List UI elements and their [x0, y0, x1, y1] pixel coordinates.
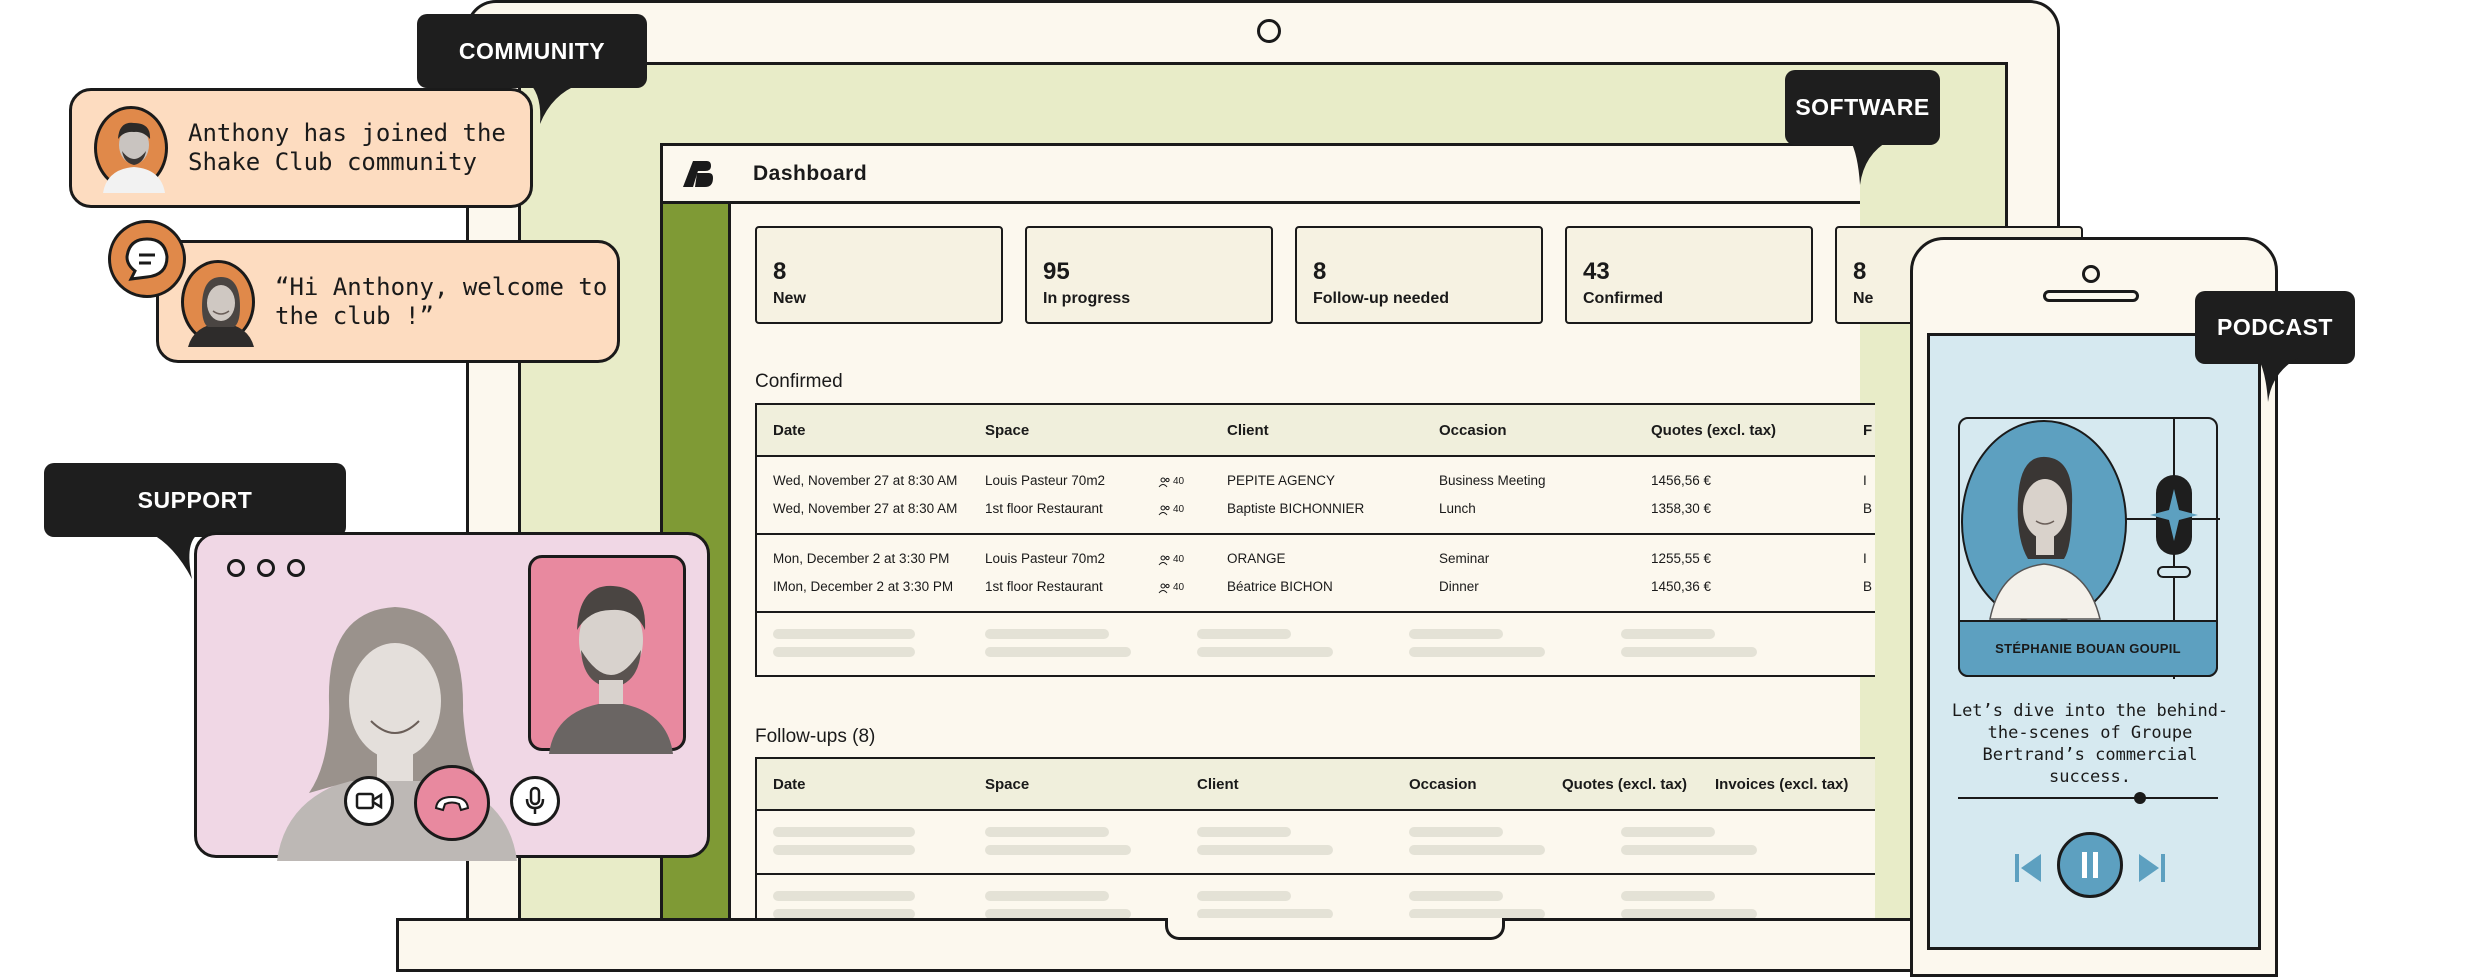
- stat-value: 8: [1853, 258, 1867, 285]
- software-tag: SOFTWARE: [1785, 70, 1940, 145]
- cell-quote: 1450,36 €: [1651, 579, 1712, 594]
- skeleton-line: [1621, 827, 1715, 837]
- stat-card-confirmed[interactable]: [1565, 226, 1813, 324]
- hang-up-icon: [433, 793, 471, 813]
- stat-value: 8: [773, 258, 787, 285]
- col-quotes[interactable]: Quotes (excl. tax): [1651, 422, 1777, 439]
- microphone-toggle-button[interactable]: [510, 776, 560, 826]
- col-date[interactable]: Date: [773, 422, 806, 439]
- skeleton-line: [773, 647, 915, 657]
- cell-client: PEPITE AGENCY: [1227, 473, 1336, 488]
- cell-capacity: [1159, 476, 1184, 487]
- window-dots: [227, 559, 305, 577]
- cell-extra: I: [1863, 473, 1867, 488]
- previous-icon[interactable]: [2013, 852, 2043, 884]
- video-call-pip[interactable]: [528, 555, 686, 751]
- skeleton-line: [1409, 891, 1503, 901]
- cell-client: Béatrice BICHON: [1227, 579, 1333, 594]
- skeleton-line: [1197, 845, 1333, 855]
- cell-date: Wed, November 27 at 8:30 AM: [773, 473, 958, 488]
- next-icon[interactable]: [2137, 852, 2167, 884]
- skeleton-line: [1621, 629, 1715, 639]
- page-title: Dashboard: [753, 161, 868, 185]
- col-occasion[interactable]: Occasion: [1439, 422, 1507, 439]
- video-camera-icon: [355, 791, 383, 811]
- stat-label: Ne: [1853, 290, 1874, 307]
- cell-extra: B: [1863, 501, 1873, 516]
- confirmed-section-title: Confirmed: [755, 371, 843, 392]
- table-header: [757, 759, 1875, 811]
- avatar-anthony: [94, 106, 168, 190]
- cell-occasion: Business Meeting: [1439, 473, 1546, 488]
- skeleton-line: [985, 891, 1109, 901]
- cell-date: Mon, December 2 at 3:30 PM: [773, 551, 950, 566]
- col-occasion[interactable]: Occasion: [1409, 776, 1477, 793]
- pause-button[interactable]: [2057, 832, 2123, 898]
- cell-occasion: Seminar: [1439, 551, 1490, 566]
- community-welcome-bubble[interactable]: [156, 240, 620, 363]
- stat-label: Follow-up needed: [1313, 290, 1449, 307]
- microphone-icon: [525, 786, 545, 816]
- laptop-base: [396, 918, 1916, 956]
- confirmed-table: [755, 403, 1875, 677]
- window-dot[interactable]: [257, 559, 275, 577]
- skeleton-line: [1621, 647, 1757, 657]
- skeleton-line: [985, 827, 1109, 837]
- skeleton-line: [1197, 629, 1291, 639]
- stat-value: 95: [1043, 258, 1070, 285]
- join-message: Anthony has joined the Shake Club community: [188, 119, 506, 176]
- app-logo[interactable]: [663, 146, 731, 204]
- community-tag-tail: [530, 84, 580, 124]
- stat-card-new[interactable]: [755, 226, 1003, 324]
- followups-table: [755, 757, 1875, 937]
- cell-extra: B: [1863, 579, 1873, 594]
- table-row-group[interactable]: [757, 457, 1875, 535]
- people-icon: [1159, 477, 1171, 487]
- skeleton-line: [985, 647, 1131, 657]
- table-row-group[interactable]: [757, 535, 1875, 613]
- cell-quote: 1255,55 €: [1651, 551, 1712, 566]
- pause-icon: [2080, 852, 2100, 878]
- cell-client: ORANGE: [1227, 551, 1286, 566]
- laptop-camera: [1257, 19, 1281, 43]
- podcast-tag: PODCAST: [2195, 291, 2355, 364]
- stat-card-follow-up[interactable]: [1295, 226, 1543, 324]
- community-join-bubble[interactable]: [69, 88, 533, 208]
- skeleton-line: [1197, 827, 1291, 837]
- table-header: [757, 405, 1875, 457]
- dashboard-app: [660, 143, 1874, 919]
- podcast-host-name: STÉPHANIE BOUAN GOUPIL: [1958, 620, 2218, 677]
- skeleton-line: [985, 629, 1109, 639]
- skeleton-line: [773, 845, 915, 855]
- video-toggle-button[interactable]: [344, 776, 394, 826]
- phone-camera: [2082, 265, 2100, 283]
- col-extra[interactable]: F: [1863, 422, 1873, 439]
- skeleton-line: [1197, 891, 1291, 901]
- cell-date: Wed, November 27 at 8:30 AM: [773, 501, 958, 516]
- cell-date: IMon, December 2 at 3:30 PM: [773, 579, 954, 594]
- skeleton-line: [773, 629, 915, 639]
- cell-capacity: [1159, 554, 1184, 565]
- cell-capacity: [1159, 504, 1184, 515]
- col-date[interactable]: Date: [773, 776, 806, 793]
- stat-card-in-progress[interactable]: [1025, 226, 1273, 324]
- skeleton-line: [1409, 647, 1545, 657]
- skeleton-line: [1409, 827, 1503, 837]
- cell-space: Louis Pasteur 70m2: [985, 473, 1106, 488]
- laptop-notch: [1165, 918, 1505, 940]
- capacity-value: 40: [1173, 504, 1185, 515]
- capacity-value: 40: [1173, 554, 1185, 565]
- cell-quote: 1456,56 €: [1651, 473, 1712, 488]
- podcast-tag-tail: [2258, 358, 2298, 402]
- skeleton-line: [1197, 647, 1333, 657]
- window-dot[interactable]: [287, 559, 305, 577]
- caller-photo: [531, 558, 689, 754]
- stat-value: 8: [1313, 258, 1327, 285]
- table-row-loading: [757, 811, 1875, 875]
- cell-capacity: [1159, 582, 1184, 593]
- laptop-base-front: [396, 952, 1916, 972]
- window-dot[interactable]: [227, 559, 245, 577]
- table-row-loading: [757, 613, 1875, 675]
- col-quotes[interactable]: Quotes (excl. tax): [1562, 776, 1688, 793]
- skeleton-line: [1409, 629, 1503, 639]
- skeleton-line: [985, 845, 1131, 855]
- hang-up-button[interactable]: [414, 765, 490, 841]
- skeleton-line: [1621, 845, 1757, 855]
- col-space[interactable]: Space: [985, 422, 1030, 439]
- cell-extra: I: [1863, 551, 1867, 566]
- cell-space: 1st floor Restaurant: [985, 501, 1103, 516]
- cell-occasion: Dinner: [1439, 579, 1479, 594]
- col-space[interactable]: Space: [985, 776, 1030, 793]
- phone-speaker: [2043, 290, 2139, 302]
- skeleton-line: [1621, 891, 1715, 901]
- cell-space: Louis Pasteur 70m2: [985, 551, 1106, 566]
- people-icon: [1159, 555, 1171, 565]
- chat-badge: [108, 220, 186, 298]
- support-tag: SUPPORT: [44, 463, 346, 537]
- stat-label: New: [773, 290, 806, 307]
- people-icon: [1159, 505, 1171, 515]
- col-client[interactable]: Client: [1227, 422, 1269, 439]
- capacity-value: 40: [1173, 476, 1185, 487]
- col-invoices[interactable]: Invoices (excl. tax): [1715, 776, 1849, 793]
- software-tag-tail: [1850, 140, 1890, 185]
- skeleton-line: [1409, 845, 1545, 855]
- people-icon: [1159, 583, 1171, 593]
- capacity-value: 40: [1173, 582, 1185, 593]
- col-client[interactable]: Client: [1197, 776, 1239, 793]
- skeleton-line: [773, 891, 915, 901]
- stat-value: 43: [1583, 258, 1610, 285]
- support-agent-photo: [257, 581, 537, 861]
- stat-label: Confirmed: [1583, 290, 1663, 307]
- avatar-member: [181, 260, 255, 344]
- skeleton-line: [773, 827, 915, 837]
- cell-quote: 1358,30 €: [1651, 501, 1712, 516]
- logo-icon: [679, 159, 715, 189]
- avatar-anthony-photo: [97, 109, 171, 193]
- app-header: [731, 146, 1860, 204]
- cell-client: Baptiste BICHONNIER: [1227, 501, 1365, 516]
- community-tag: COMMUNITY: [417, 14, 647, 88]
- cell-occasion: Lunch: [1439, 501, 1476, 516]
- podcast-progress-played: [1958, 797, 2140, 799]
- followups-section-title: Follow-ups (8): [755, 726, 876, 747]
- stat-label: In progress: [1043, 290, 1131, 307]
- cell-space: 1st floor Restaurant: [985, 579, 1103, 594]
- chat-icon: [123, 235, 171, 283]
- support-tag-tail: [150, 533, 200, 579]
- podcast-progress-knob[interactable]: [2134, 792, 2146, 804]
- podcast-description: Let’s dive into the behind-the-scenes of Groupe Bertrand’s commercial success.: [1951, 701, 2229, 787]
- welcome-message: “Hi Anthony, welcome to the club !”: [275, 272, 608, 330]
- avatar-member-photo: [184, 263, 258, 347]
